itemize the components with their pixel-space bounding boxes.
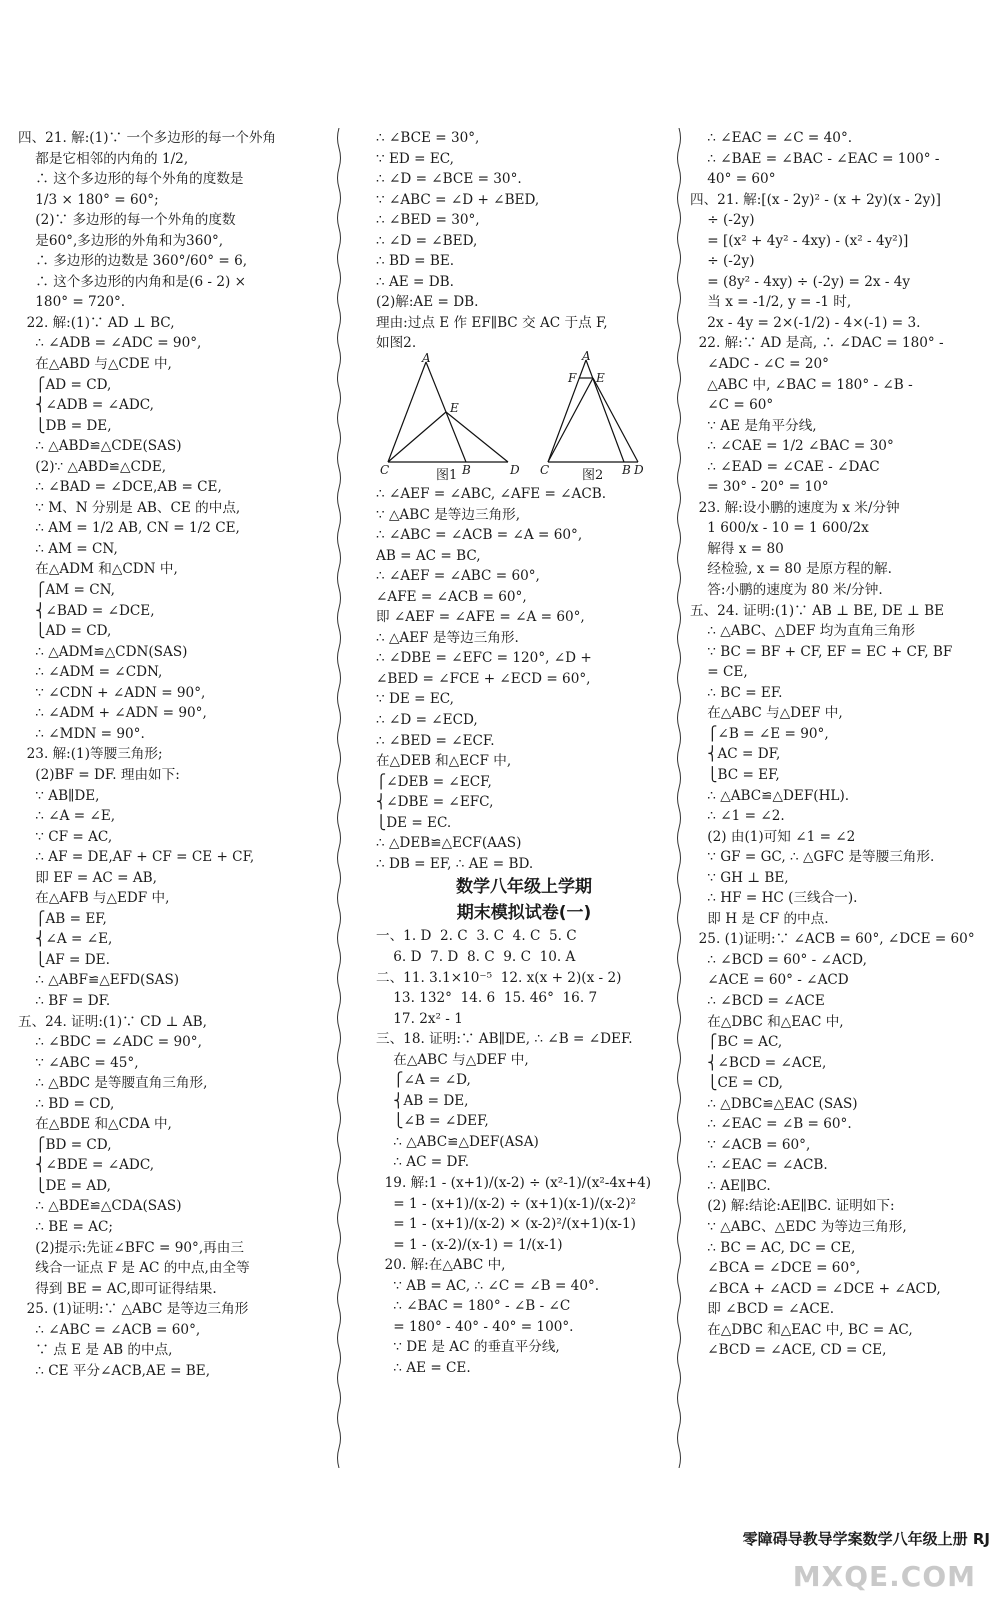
answer-line: ⎧BC = AC, xyxy=(690,1034,783,1051)
answer-line: ∴ AC = DF. xyxy=(376,1154,470,1171)
answer-line: ∴ ∠AEF = ∠ABC = 60°, xyxy=(376,568,540,585)
answer-line: ∠BED = ∠FCE + ∠ECD = 60°, xyxy=(376,670,591,687)
answer-line: AB = AC = BC, xyxy=(376,547,481,564)
answer-line: ∵ GH ⊥ BE, xyxy=(690,869,789,886)
answer-line: ∴ ∠BAD = ∠DCE,AB = CE, xyxy=(18,479,222,496)
answer-line: 线合一证点 F 是 AC 的中点,由全等 xyxy=(18,1260,250,1277)
answer-line: ∵ DE 是 AC 的垂直平分线, xyxy=(376,1339,560,1356)
answer-line: 五、24. 证明:(1)∵ AB ⊥ BE, DE ⊥ BE xyxy=(690,602,945,619)
answer-line: ⎧AD = CD, xyxy=(18,376,112,393)
fig1-point-c: C xyxy=(380,463,390,478)
answer-line: ∵ ∠CDN + ∠ADN = 90°, xyxy=(18,684,206,701)
answer-line: ∴ ∠1 = ∠2. xyxy=(690,808,785,825)
answer-line: ∵ AE 是角平分线, xyxy=(690,417,817,434)
answer-line: ⎩∠B = ∠DEF, xyxy=(376,1113,489,1130)
answer-line: 在△ABC 与△DEF 中, xyxy=(690,705,843,722)
fig1-label: 图1 xyxy=(436,468,458,484)
answer-line: 经检验, x = 80 是原方程的解. xyxy=(690,561,892,578)
answer-line: ∠AFE = ∠ACB = 60°, xyxy=(376,588,527,605)
answer-line: ∴ AE∥BC. xyxy=(690,1177,771,1194)
answer-line: = (8y² - 4xy) ÷ (-2y) = 2x - 4y xyxy=(690,273,911,290)
answer-line: ∴ ∠DBE = ∠EFC = 120°, ∠D + xyxy=(376,650,592,667)
answer-line: ∴ HF = HC (三线合一). xyxy=(690,890,858,907)
answer-column-left xyxy=(18,128,330,1381)
answer-line: ∠BCA = ∠DCE = 60°, xyxy=(690,1260,861,1277)
answer-line: ∴ ∠BAE = ∠BAC - ∠EAC = 100° - xyxy=(690,150,940,167)
answer-line: ∵ ∠ABC = ∠D + ∠BED, xyxy=(376,191,540,208)
answer-line: = 180° - 40° - 40° = 100°. xyxy=(376,1318,574,1335)
answer-line: ∴ ∠ADM + ∠ADN = 90°, xyxy=(18,705,207,722)
answer-line: ∴ △DBC≌△EAC (SAS) xyxy=(690,1095,858,1112)
answer-line: ÷ (-2y) xyxy=(690,253,755,270)
answer-line: 在△BDE 和△CDA 中, xyxy=(18,1116,172,1133)
answer-line: ∴ △ABC≌△DEF(ASA) xyxy=(376,1133,539,1150)
answer-line: ∵ CF = AC, xyxy=(18,828,113,845)
answer-line: 在△ABD 与△CDE 中, xyxy=(18,356,172,373)
answer-line: ∴ ∠EAC = ∠C = 40°. xyxy=(690,130,853,146)
answer-line: ⎩DE = EC. xyxy=(376,814,452,831)
answer-line: ∴ ∠BAC = 180° - ∠B - ∠C xyxy=(376,1298,571,1315)
column-divider-right xyxy=(676,128,682,1468)
answer-line: ∴ ∠BED = ∠ECF. xyxy=(376,732,495,749)
answer-line: ∵ DE = EC, xyxy=(376,691,454,708)
answer-line: 22. 解:∵ AD 是高, ∴ ∠DAC = 180° - xyxy=(690,335,944,352)
answer-line: ∴ BF = DF. xyxy=(18,992,111,1009)
answer-line: ∴ ∠EAC = ∠ACB. xyxy=(690,1157,828,1174)
answer-line: ∴ 这个多边形的内角和是(6 - 2) × xyxy=(18,273,246,290)
answer-line: (2)BF = DF. 理由如下: xyxy=(18,766,180,783)
answer-line: ∴ AE = DB. xyxy=(376,273,454,290)
answer-line: ∴ ∠ABC = ∠ACB = ∠A = 60°, xyxy=(376,527,583,544)
answer-line: ⎧∠DEB = ∠ECF, xyxy=(376,773,492,790)
column-divider-left xyxy=(336,128,342,1468)
answer-line: 四、21. 解:(1)∵ 一个多边形的每一个外角 xyxy=(18,130,277,146)
answer-line: = 1 - (x+1)/(x-2) ÷ (x+1)(x-1)/(x-2)² xyxy=(376,1195,636,1212)
col2-part-c xyxy=(376,926,672,1378)
answer-line: 在△DEB 和△ECF 中, xyxy=(376,753,512,770)
fig2-point-d: D xyxy=(634,463,644,478)
answer-line: ∵ AB∥DE, xyxy=(18,787,100,804)
answer-line: 在△AFB 与△EDF 中, xyxy=(18,890,170,907)
answer-line: ∴ ∠BED = 30°, xyxy=(376,212,480,229)
answer-line: ∴ ∠A = ∠E, xyxy=(18,808,116,825)
answer-line: ⎨∠ADB = ∠ADC, xyxy=(18,397,154,414)
fig1-point-a: A xyxy=(422,351,431,366)
page-footer: 零障碍导教导学案数学八年级上册 RJ xyxy=(742,1530,990,1548)
answer-line: 即 EF = AC = AB, xyxy=(18,869,157,886)
answer-line: 22. 解:(1)∵ AD ⊥ BC, xyxy=(18,314,175,331)
answer-line: ∴ AM = CN, xyxy=(18,540,118,557)
answer-line: ⎨AB = DE, xyxy=(376,1092,469,1109)
answer-line: ⎧∠B = ∠E = 90°, xyxy=(690,725,829,742)
answer-line: ⎨∠A = ∠E, xyxy=(18,931,113,948)
answer-line: ∴ BD = BE. xyxy=(376,253,455,270)
answer-line: ⎨AC = DF, xyxy=(690,746,781,763)
answer-line: ∵ M、N 分别是 AB、CE 的中点, xyxy=(18,499,241,516)
answer-line: ∴ BC = AC, DC = CE, xyxy=(690,1239,856,1256)
fig2-point-b: B xyxy=(622,463,631,478)
fig1-point-d: D xyxy=(510,463,520,478)
answer-line: ∴ △ABC≌△DEF(HL). xyxy=(690,787,850,804)
answer-line: ∴ ∠MDN = 90°. xyxy=(18,725,145,742)
answer-line: 40° = 60° xyxy=(690,171,776,188)
answer-line: ⎧BD = CD, xyxy=(18,1136,112,1153)
answer-line: ∴ 这个多边形的每个外角的度数是 xyxy=(18,171,244,188)
answer-line: ∴ ∠D = ∠BED, xyxy=(376,232,478,249)
answer-line: ∵ ∠ABC = 45°, xyxy=(18,1054,139,1071)
answer-line: ⎩BC = EF, xyxy=(690,766,780,783)
answer-line: 在△DBC 和△EAC 中, xyxy=(690,1013,844,1030)
answer-line: ⎩AD = CD, xyxy=(18,623,112,640)
answer-line: 在△ABC 与△DEF 中, xyxy=(376,1051,529,1068)
answer-line: ∴ DB = EF, ∴ AE = BD. xyxy=(376,855,534,872)
answer-line: 在△ADM 和△CDN 中, xyxy=(18,561,178,578)
answer-line: ∴ △ADM≌△CDN(SAS) xyxy=(18,643,188,660)
answer-line: 四、21. 解:[(x - 2y)² - (x + 2y)(x - 2y)] xyxy=(690,191,941,208)
answer-line: 19. 解:1 - (x+1)/(x-2) ÷ (x²-1)/(x²-4x+4) xyxy=(376,1174,652,1191)
fig1-point-e: E xyxy=(450,401,459,416)
answer-line: 23. 解:设小鹏的速度为 x 米/分钟 xyxy=(690,499,900,516)
answer-line: ⎧∠A = ∠D, xyxy=(376,1072,471,1089)
answer-line: (2)∵ 多边形的每一个外角的度数 xyxy=(18,212,236,229)
answer-line: = 30° - 20° = 10° xyxy=(690,479,829,496)
answer-line: = 1 - (x-2)/(x-1) = 1/(x-1) xyxy=(376,1236,563,1253)
answer-line: 是60°,多边形的外角和为360°, xyxy=(18,232,224,249)
answer-line: ∴ ∠D = ∠ECD, xyxy=(376,712,478,729)
answer-line: 一、1. D 2. C 3. C 4. C 5. C xyxy=(376,928,577,945)
answer-line: ⎨∠BDE = ∠ADC, xyxy=(18,1157,155,1174)
answer-line: ∴ BC = EF. xyxy=(690,684,783,701)
answer-line: 即 ∠BCD = ∠ACE. xyxy=(690,1301,835,1318)
answer-line: 17. 2x² - 1 xyxy=(376,1010,463,1027)
answer-line: 1 600/x - 10 = 1 600/2x xyxy=(690,520,869,537)
answer-line: ∴ AE = CE. xyxy=(376,1359,471,1376)
answer-line: ⎧AB = EF, xyxy=(18,910,107,927)
answer-line: ∴ ∠BCE = 30°, xyxy=(376,130,480,146)
answer-line: 如图2. xyxy=(376,335,417,352)
answer-line: 得到 BE = AC,即可证得结果. xyxy=(18,1280,217,1297)
answer-line: ∴ ∠CAE = 1/2 ∠BAC = 30° xyxy=(690,438,894,455)
answer-line: 当 x = -1/2, y = -1 时, xyxy=(690,294,852,311)
answer-line: = 1 - (x+1)/(x-2) × (x-2)²/(x+1)(x-1) xyxy=(376,1216,636,1233)
answer-line: 2x - 4y = 2×(-1/2) - 4×(-1) = 3. xyxy=(690,314,921,331)
answer-line: 解得 x = 80 xyxy=(690,540,784,557)
answer-line: ⎩CE = CD, xyxy=(690,1075,783,1092)
answer-line: ⎨∠DBE = ∠EFC, xyxy=(376,794,494,811)
answer-line: ⎩AF = DE. xyxy=(18,951,110,968)
answer-line: ∵ ED = EC, xyxy=(376,150,454,167)
answer-line: 20. 解:在△ABC 中, xyxy=(376,1257,506,1274)
fig2-point-f: F xyxy=(568,371,577,386)
answer-line: ∠C = 60° xyxy=(690,397,774,414)
exam-section-title-1: 数学八年级上学期 xyxy=(456,877,592,898)
answer-line: ∴ ∠BDC = ∠ADC = 90°, xyxy=(18,1034,202,1051)
fig2-point-a: A xyxy=(582,349,591,364)
answer-line: ∴ ∠ADM = ∠CDN, xyxy=(18,664,163,681)
answer-line: 都是它相邻的内角的 1/2, xyxy=(18,150,189,167)
answer-line: 答:小鹏的速度为 80 米/分钟. xyxy=(690,582,883,599)
answer-line: 理由:过点 E 作 EF∥BC 交 AC 于点 F, xyxy=(376,314,608,331)
answer-line: ∴ BE = AC; xyxy=(18,1218,113,1235)
answer-line: ∴ △ABF≌△EFD(SAS) xyxy=(18,972,180,989)
answer-line: (2)提示:先证∠BFC = 90°,再由三 xyxy=(18,1239,244,1256)
answer-line: ∠BCD = ∠ACE, CD = CE, xyxy=(690,1342,887,1359)
answer-line: ∠BCA + ∠ACD = ∠DCE + ∠ACD, xyxy=(690,1280,941,1297)
answer-line: ∴ BD = CD, xyxy=(18,1095,115,1112)
answer-line: (2) 解:结论:AE∥BC. 证明如下: xyxy=(690,1198,895,1215)
answer-line: 6. D 7. D 8. C 9. C 10. A xyxy=(376,948,576,965)
answer-line: ∵ △ABC、△EDC 为等边三角形, xyxy=(690,1218,907,1235)
answer-line: ∴ AF = DE,AF + CF = CE + CF, xyxy=(18,849,255,866)
answer-line: 即 H 是 CF 的中点. xyxy=(690,910,829,927)
answer-line: = CE, xyxy=(690,664,748,681)
fig1-point-b: B xyxy=(462,463,471,478)
answer-line: 25. (1)证明:∵ ∠ACB = 60°, ∠DCE = 60° xyxy=(690,931,975,948)
answer-line: ⎨∠BCD = ∠ACE, xyxy=(690,1054,827,1071)
answer-line: ∴ ∠ABC = ∠ACB = 60°, xyxy=(18,1321,201,1338)
answer-line: ∵ AB = AC, ∴ ∠C = ∠B = 40°. xyxy=(376,1277,600,1294)
answer-line: ∴ △AEF 是等边三角形. xyxy=(376,629,519,646)
answer-line: ∵ ∠ACB = 60°, xyxy=(690,1136,811,1153)
answer-line: (2) 由(1)可知 ∠1 = ∠2 xyxy=(690,828,856,845)
answer-line: (2)∵ △ABD≌△CDE, xyxy=(18,458,167,475)
answer-line: (2)解:AE = DB. xyxy=(376,294,479,311)
answer-line: 1/3 × 180° = 60°; xyxy=(18,191,159,208)
answer-line: ∵ GF = GC, ∴ △GFC 是等腰三角形. xyxy=(690,849,935,866)
answer-line: ∴ ∠ADB = ∠ADC = 90°, xyxy=(18,335,202,352)
answer-line: 在△DBC 和△EAC 中, BC = AC, xyxy=(690,1321,913,1338)
answer-line: 二、11. 3.1×10⁻⁵ 12. x(x + 2)(x - 2) xyxy=(376,969,622,986)
answer-line: ∴ △DEB≌△ECF(AAS) xyxy=(376,835,522,852)
fig2-point-e: E xyxy=(596,371,605,386)
answer-column-right xyxy=(690,128,988,1361)
answer-line: 180° = 720°. xyxy=(18,294,126,311)
col2-part-a xyxy=(376,128,672,354)
answer-line: 25. (1)证明:∵ △ABC 是等边三角形 xyxy=(18,1301,249,1318)
answer-line: ∴ ∠AEF = ∠ABC, ∠AFE = ∠ACB. xyxy=(376,486,607,503)
answer-line: ∴ CE 平分∠ACB,AE = BE, xyxy=(18,1362,211,1379)
answer-line: ∠ACE = 60° - ∠ACD xyxy=(690,972,849,989)
answer-line: ⎩DB = DE, xyxy=(18,417,112,434)
geometry-figures xyxy=(376,349,672,484)
answer-line: ÷ (-2y) xyxy=(690,212,755,229)
col2-part-b xyxy=(376,484,672,874)
answer-line: ∴ 多边形的边数是 360°/60° = 6, xyxy=(18,253,248,270)
answer-line: △ABC 中, ∠BAC = 180° - ∠B - xyxy=(690,376,913,393)
answer-line: ∴ ∠BCD = ∠ACE xyxy=(690,992,825,1009)
exam-section-title-2: 期末模拟试卷(一) xyxy=(456,903,592,924)
answer-line: ∵ 点 E 是 AB 的中点, xyxy=(18,1342,173,1359)
answer-line: ∴ △BDE≌△CDA(SAS) xyxy=(18,1198,182,1215)
answer-line: ∴ ∠BCD = 60° - ∠ACD, xyxy=(690,951,867,968)
answer-line: ∴ △ABC、△DEF 均为直角三角形 xyxy=(690,623,915,640)
answer-line: ⎧AM = CN, xyxy=(18,582,115,599)
answer-line: ∵ △ABC 是等边三角形, xyxy=(376,506,521,523)
answer-line: = [(x² + 4y² - 4xy) - (x² - 4y²)] xyxy=(690,232,909,249)
fig2-label: 图2 xyxy=(582,468,604,484)
answer-column-middle xyxy=(376,128,672,1378)
answer-line: 13. 132° 14. 6 15. 46° 16. 7 xyxy=(376,990,598,1007)
answer-line: ∴ △ABD≌△CDE(SAS) xyxy=(18,438,182,455)
answer-line: 三、18. 证明:∵ AB∥DE, ∴ ∠B = ∠DEF. xyxy=(376,1031,633,1048)
answer-line: ∴ ∠EAC = ∠B = 60°. xyxy=(690,1116,852,1133)
answer-line: 23. 解:(1)等腰三角形; xyxy=(18,746,163,763)
answer-line: ∵ BC = BF + CF, EF = EC + CF, BF xyxy=(690,643,953,660)
watermark-logo: MXQE.COM xyxy=(792,1560,976,1593)
answer-line: 五、24. 证明:(1)∵ CD ⊥ AB, xyxy=(18,1013,207,1030)
answer-line: ⎨∠BAD = ∠DCE, xyxy=(18,602,155,619)
answer-line: ∠ADC - ∠C = 20° xyxy=(690,356,829,373)
fig2-point-c: C xyxy=(540,463,550,478)
answer-line: ∴ ∠D = ∠BCE = 30°. xyxy=(376,171,522,188)
answer-line: ∴ ∠EAD = ∠CAE - ∠DAC xyxy=(690,458,880,475)
answer-line: 即 ∠AEF = ∠AFE = ∠A = 60°, xyxy=(376,609,585,626)
answer-line: ∴ AM = 1/2 AB, CN = 1/2 CE, xyxy=(18,520,240,537)
figure-1 xyxy=(388,362,508,462)
answer-line: ⎩DE = AD, xyxy=(18,1177,111,1194)
figure-2 xyxy=(548,360,638,462)
answer-line: ∴ △BDC 是等腰直角三角形, xyxy=(18,1075,208,1092)
